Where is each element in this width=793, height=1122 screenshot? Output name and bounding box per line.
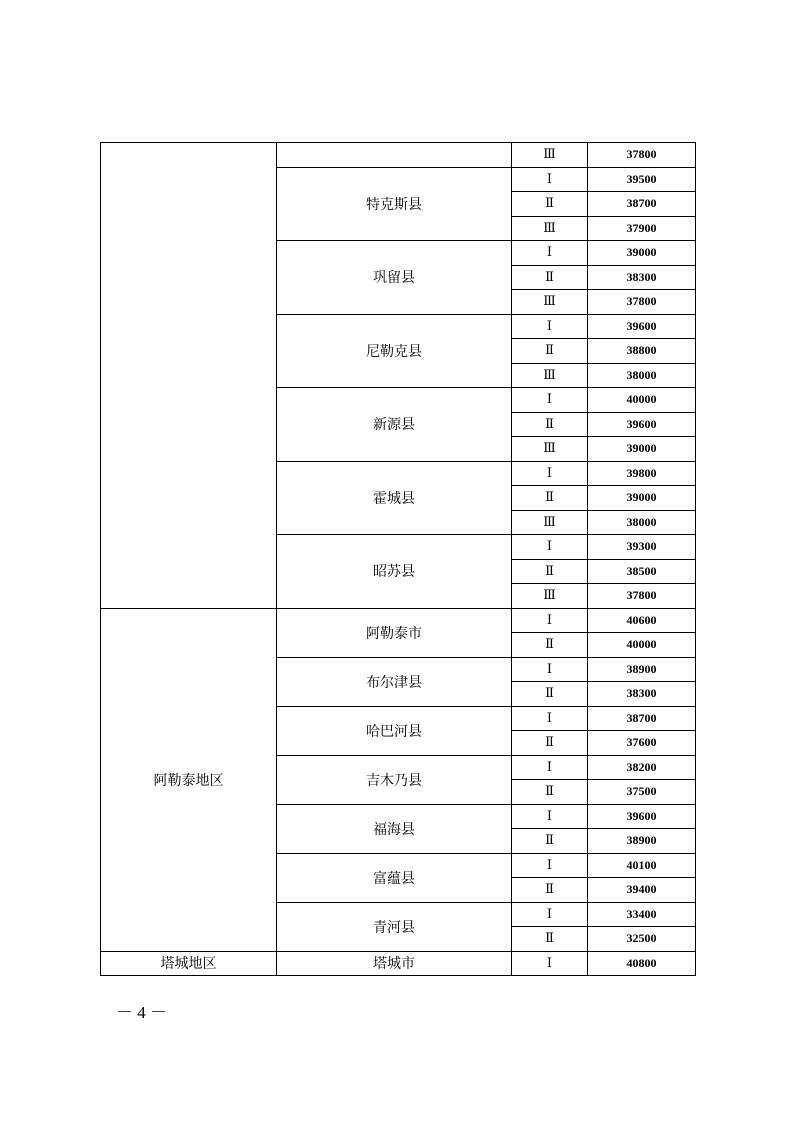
grade-cell: Ⅱ — [512, 412, 588, 437]
page-number: － 4 － — [116, 1003, 167, 1022]
value-cell: 38300 — [588, 682, 696, 707]
grade-cell: Ⅲ — [512, 290, 588, 315]
value-cell: 40800 — [588, 951, 696, 976]
value-cell: 38700 — [588, 192, 696, 217]
value-cell: 38000 — [588, 363, 696, 388]
grade-cell: Ⅱ — [512, 878, 588, 903]
value-cell: 38900 — [588, 657, 696, 682]
grade-cell: Ⅰ — [512, 241, 588, 266]
value-cell: 39400 — [588, 878, 696, 903]
wage-table — [100, 142, 696, 976]
value-cell: 39000 — [588, 437, 696, 462]
region-cell: 阿勒泰地区 — [101, 608, 277, 951]
value-cell: 38800 — [588, 339, 696, 364]
grade-cell: Ⅲ — [512, 143, 588, 168]
county-cell: 昭苏县 — [277, 535, 512, 609]
table-body — [101, 143, 696, 976]
county-cell: 塔城市 — [277, 951, 512, 976]
value-cell: 39600 — [588, 412, 696, 437]
grade-cell: Ⅰ — [512, 535, 588, 560]
grade-cell: Ⅱ — [512, 339, 588, 364]
table-row — [101, 951, 696, 976]
county-cell: 青河县 — [277, 902, 512, 951]
value-cell: 37900 — [588, 216, 696, 241]
county-cell: 福海县 — [277, 804, 512, 853]
grade-cell: Ⅲ — [512, 437, 588, 462]
value-cell: 39300 — [588, 535, 696, 560]
grade-cell: Ⅱ — [512, 780, 588, 805]
county-cell: 特克斯县 — [277, 167, 512, 241]
value-cell: 37800 — [588, 290, 696, 315]
grade-cell: Ⅲ — [512, 216, 588, 241]
grade-cell: Ⅰ — [512, 608, 588, 633]
county-cell: 霍城县 — [277, 461, 512, 535]
value-cell: 39000 — [588, 241, 696, 266]
value-cell: 37800 — [588, 143, 696, 168]
value-cell: 40600 — [588, 608, 696, 633]
value-cell: 39800 — [588, 461, 696, 486]
value-cell: 39000 — [588, 486, 696, 511]
value-cell: 38500 — [588, 559, 696, 584]
county-cell: 富蕴县 — [277, 853, 512, 902]
table-row — [101, 608, 696, 633]
value-cell: 38300 — [588, 265, 696, 290]
county-cell: 布尔津县 — [277, 657, 512, 706]
county-cell: 吉木乃县 — [277, 755, 512, 804]
county-cell: 尼勒克县 — [277, 314, 512, 388]
county-cell: 巩留县 — [277, 241, 512, 315]
grade-cell: Ⅰ — [512, 755, 588, 780]
table-row — [101, 143, 696, 168]
grade-cell: Ⅱ — [512, 192, 588, 217]
grade-cell: Ⅱ — [512, 486, 588, 511]
grade-cell: Ⅰ — [512, 388, 588, 413]
value-cell: 40000 — [588, 633, 696, 658]
value-cell: 38900 — [588, 829, 696, 854]
grade-cell: Ⅲ — [512, 510, 588, 535]
value-cell: 38200 — [588, 755, 696, 780]
grade-cell: Ⅰ — [512, 902, 588, 927]
value-cell: 38000 — [588, 510, 696, 535]
region-cell — [101, 143, 277, 609]
value-cell: 33400 — [588, 902, 696, 927]
value-cell: 40000 — [588, 388, 696, 413]
value-cell: 37600 — [588, 731, 696, 756]
grade-cell: Ⅱ — [512, 829, 588, 854]
grade-cell: Ⅲ — [512, 584, 588, 609]
county-cell: 新源县 — [277, 388, 512, 462]
value-cell: 39600 — [588, 804, 696, 829]
grade-cell: Ⅱ — [512, 927, 588, 952]
grade-cell: Ⅰ — [512, 804, 588, 829]
grade-cell: Ⅱ — [512, 731, 588, 756]
grade-cell: Ⅱ — [512, 682, 588, 707]
grade-cell: Ⅰ — [512, 461, 588, 486]
grade-cell: Ⅰ — [512, 314, 588, 339]
grade-cell: Ⅰ — [512, 706, 588, 731]
value-cell: 38700 — [588, 706, 696, 731]
grade-cell: Ⅱ — [512, 265, 588, 290]
grade-cell: Ⅰ — [512, 167, 588, 192]
county-cell: 哈巴河县 — [277, 706, 512, 755]
region-cell: 塔城地区 — [101, 951, 277, 976]
county-cell: 阿勒泰市 — [277, 608, 512, 657]
value-cell: 40100 — [588, 853, 696, 878]
value-cell: 39600 — [588, 314, 696, 339]
grade-cell: Ⅰ — [512, 657, 588, 682]
grade-cell: Ⅱ — [512, 559, 588, 584]
value-cell: 39500 — [588, 167, 696, 192]
grade-cell: Ⅰ — [512, 853, 588, 878]
grade-cell: Ⅲ — [512, 363, 588, 388]
grade-cell: Ⅱ — [512, 633, 588, 658]
value-cell: 32500 — [588, 927, 696, 952]
grade-cell: Ⅰ — [512, 951, 588, 976]
county-cell — [277, 143, 512, 168]
value-cell: 37500 — [588, 780, 696, 805]
value-cell: 37800 — [588, 584, 696, 609]
